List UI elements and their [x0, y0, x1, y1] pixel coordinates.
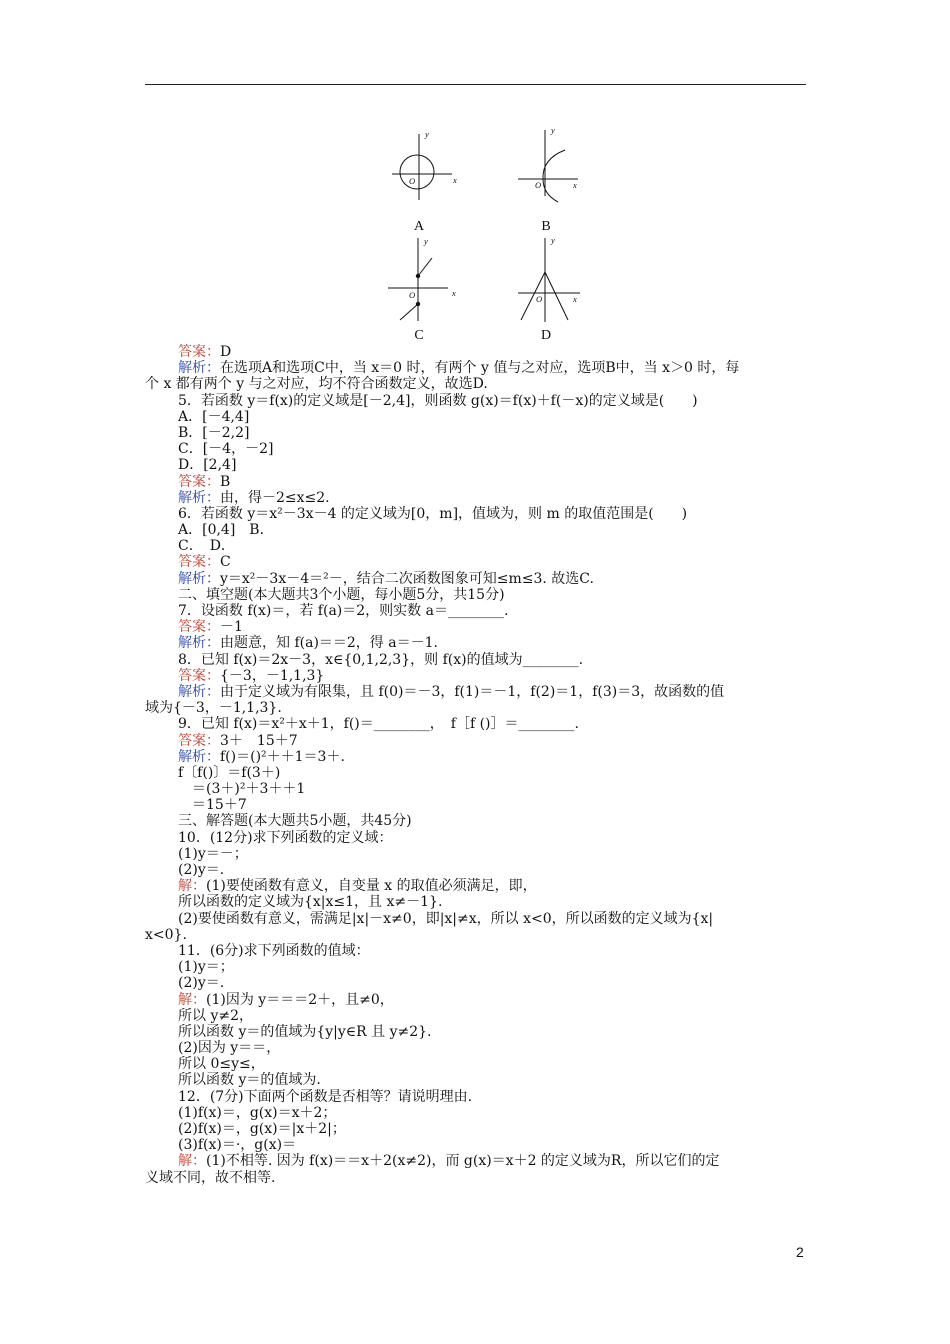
line-text: D: [220, 344, 232, 360]
text-line: [145, 393, 808, 409]
graph-d-caption: D: [540, 328, 552, 343]
line-text: (1)不相等. 因为 f(x)＝＝x＋2(x≠2)，而 g(x)＝x＋2 的定义域为R，所以它们的定: [206, 1153, 720, 1170]
graph-a-caption: A: [413, 219, 425, 234]
line-text: 三、解答题(本大题共5小题，共45分): [178, 813, 412, 830]
line-text: (2)要使函数有意义，需满足|x|－x≠0，即|x|≠x，所以 x<0，所以函数的定义域为{x|: [178, 910, 714, 927]
line-text: C．[－4，－2]: [178, 441, 274, 458]
text-line: [145, 781, 808, 797]
answer-label: 解：: [178, 878, 206, 895]
answer-label: 解析：: [178, 748, 220, 765]
text-line: [145, 554, 808, 570]
text-line: [145, 490, 808, 506]
line-text: 由题意，知 f(a)＝＝2，得 a＝－1.: [220, 635, 438, 652]
graph-b-origin-label: O: [535, 180, 542, 190]
text-line: [145, 587, 808, 603]
graph-b-x-label: x: [573, 180, 577, 190]
line-text: 域为{－3，－1,1,3}.: [145, 700, 282, 717]
text-line: [145, 457, 808, 473]
line-text: 所以函数 y＝的值域为{y|y∈R 且 y≠2}.: [178, 1023, 432, 1040]
text-line: [145, 830, 808, 846]
answer-label: 答案：: [178, 473, 220, 490]
page-number: 2: [796, 1244, 804, 1260]
answer-text-body: [145, 344, 808, 1186]
text-line: [145, 911, 808, 927]
text-line: [145, 652, 808, 668]
line-text: C: [220, 554, 231, 571]
line-text: 10．(12分)求下列函数的定义域：: [178, 829, 393, 846]
line-text: 由于定义域为有限集，且 f(0)＝－3，f(1)＝－1，f(2)＝1，f(3)＝3，故函数的值: [220, 683, 725, 700]
graph-b-y-label: y: [551, 125, 555, 135]
line-text: ＝15＋7: [178, 797, 247, 814]
line-text: y＝x²－3x－4＝²－，结合二次函数图象可知≤m≤3. 故选C.: [220, 570, 594, 587]
line-text: 所以函数 y＝的值域为.: [178, 1072, 321, 1089]
line-text: 所以 0≤y≤，: [178, 1056, 265, 1073]
graph-c-x-label: x: [452, 288, 456, 298]
graph-a-y-label: y: [425, 129, 429, 139]
text-line: [145, 1008, 808, 1024]
text-line: [145, 765, 808, 781]
line-text: f〔f()〕＝f(3＋): [178, 764, 281, 781]
text-line: [145, 409, 808, 425]
answer-label: 解：: [178, 1153, 206, 1170]
line-text: 所以 y≠2，: [178, 1007, 253, 1024]
line-text: f()＝()²＋＋1＝3＋.: [220, 748, 345, 765]
text-line: [145, 506, 808, 522]
graph-c-caption: C: [414, 328, 424, 343]
option-graphs: [380, 122, 600, 344]
text-line: [145, 1170, 808, 1186]
text-line: [145, 975, 808, 991]
text-line: [145, 1105, 808, 1121]
text-line: [145, 668, 808, 684]
text-line: [145, 846, 808, 862]
text-line: [145, 1137, 808, 1153]
line-text: ＝(3＋)²＋3＋＋1: [178, 781, 306, 798]
answer-label: 答案：: [178, 667, 220, 684]
line-text: 个 x 都有两个 y 与之对应，均不符合函数定义，故选D.: [145, 376, 488, 393]
text-line: [145, 749, 808, 765]
graph-d-x-label: x: [573, 294, 577, 304]
graph-b-caption: B: [541, 219, 551, 234]
line-text: 所以函数的定义域为{x|x≤1，且 x≠－1}.: [178, 894, 443, 911]
line-text: 6．若函数 y＝x²－3x－4 的定义域为[0，m]，值域为，则 m 的取值范围是( ): [178, 505, 688, 522]
line-text: (2)f(x)＝，g(x)＝|x＋2|；: [178, 1121, 346, 1137]
graph-a-x-label: x: [453, 175, 457, 185]
text-line: [145, 1089, 808, 1105]
text-line: [145, 441, 808, 457]
line-text: x<0}.: [145, 926, 187, 943]
text-line: [145, 684, 808, 700]
text-line: [145, 927, 808, 943]
line-text: 在选项A和选项C中，当 x＝0 时，有两个 y 值与之对应，选项B中，当 x＞0 时，每: [220, 360, 740, 377]
line-text: (1)y＝；: [178, 959, 234, 976]
line-text: D．[2,4]: [178, 457, 237, 474]
text-line: [145, 716, 808, 732]
text-line: [145, 1121, 808, 1137]
graphs-svg: [380, 122, 600, 344]
line-text: (2)y＝.: [178, 862, 225, 878]
text-line: [145, 1153, 808, 1169]
line-text: 11．(6分)求下列函数的值域：: [178, 942, 370, 959]
text-line: [145, 425, 808, 441]
line-text: 由，得－2≤x≤2.: [220, 489, 330, 506]
line-text: 8．已知 f(x)＝2x－3，x∈{0,1,2,3}，则 f(x)的值域为________.: [178, 651, 584, 668]
text-line: [145, 376, 808, 392]
answer-label: 答案：: [178, 554, 220, 571]
graph-c-y-label: y: [424, 236, 428, 246]
line-text: (3)f(x)＝·，g(x)＝: [178, 1137, 297, 1154]
line-text: 3＋ 15＋7: [220, 732, 298, 749]
answer-label: 解析：: [178, 635, 220, 652]
line-text: (2)因为 y＝＝，: [178, 1040, 281, 1057]
text-line: [145, 360, 808, 376]
text-line: [145, 538, 808, 554]
line-text: 7．设函数 f(x)＝，若 f(a)＝2，则实数 a＝________.: [178, 603, 509, 619]
text-line: [145, 571, 808, 587]
text-line: [145, 522, 808, 538]
text-line: [145, 603, 808, 619]
text-line: [145, 619, 808, 635]
text-line: [145, 894, 808, 910]
answer-label: 解析：: [178, 489, 220, 506]
line-text: C． D．: [178, 538, 235, 555]
answer-label: 答案：: [178, 619, 220, 636]
text-line: [145, 344, 808, 360]
text-line: [145, 992, 808, 1008]
header-rule: [145, 84, 806, 85]
line-text: A．[0,4] B．: [178, 522, 274, 539]
text-line: [145, 733, 808, 749]
graph-c-origin-label: O: [409, 290, 416, 300]
text-line: [145, 878, 808, 894]
line-text: (1)f(x)＝，g(x)＝x＋2；: [178, 1104, 337, 1121]
line-text: (2)y＝.: [178, 975, 225, 992]
answer-label: 答案：: [178, 732, 220, 749]
text-line: [145, 1072, 808, 1088]
line-text: 5．若函数 y＝f(x)的定义域是[－2,4]，则函数 g(x)＝f(x)＋f(－x)的定义域是( ): [178, 392, 698, 409]
line-text: B: [220, 473, 231, 490]
answer-label: 解析：: [178, 570, 220, 587]
answer-label: 解析：: [178, 360, 220, 377]
graph-d-y-label: y: [551, 235, 555, 245]
line-text: －1: [220, 619, 243, 636]
graph-a-origin-label: O: [409, 176, 416, 186]
line-text: 12．(7分)下面两个函数是否相等？请说明理由.: [178, 1088, 473, 1105]
answer-label: 答案：: [178, 344, 220, 360]
text-line: [145, 700, 808, 716]
line-text: 9．已知 f(x)＝x²＋x＋1，f()＝________， f［f ()］＝________.: [178, 716, 579, 733]
graph-d-origin-label: O: [536, 294, 543, 304]
text-line: [145, 813, 808, 829]
line-text: 义域不同，故不相等.: [145, 1169, 276, 1186]
line-text: A．[－4,4]: [178, 408, 250, 425]
text-line: [145, 943, 808, 959]
text-line: [145, 474, 808, 490]
line-text: {－3，－1,1,3}: [220, 667, 325, 684]
line-text: (1)y＝－；: [178, 845, 248, 862]
text-line: [145, 635, 808, 651]
text-line: [145, 862, 808, 878]
line-text: B．[－2,2]: [178, 424, 250, 441]
answer-label: 解析：: [178, 683, 220, 700]
text-line: [145, 1024, 808, 1040]
text-line: [145, 1056, 808, 1072]
text-line: [145, 1040, 808, 1056]
answer-label: 解：: [178, 991, 206, 1008]
line-text: 二、填空题(本大题共3个小题，每小题5分，共15分): [178, 586, 505, 603]
text-line: [145, 797, 808, 813]
line-text: (1)因为 y＝＝＝2＋，且≠0，: [206, 991, 394, 1008]
text-line: [145, 959, 808, 975]
line-text: (1)要使函数有意义，自变量 x 的取值必须满足，即，: [206, 878, 537, 895]
